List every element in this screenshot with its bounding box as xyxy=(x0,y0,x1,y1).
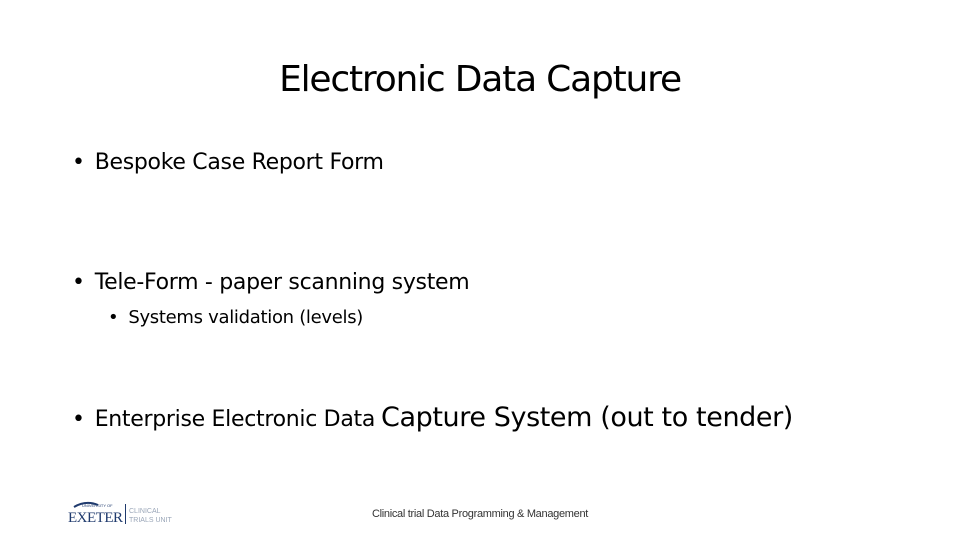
bullet-item-3 xyxy=(72,402,793,433)
bullet-icon: • xyxy=(72,270,85,295)
bullet-text: Systems validation (levels) xyxy=(128,307,364,328)
footer-text: Clinical trial Data Programming & Management xyxy=(371,508,589,520)
svg-text:EXETER: EXETER xyxy=(68,510,123,526)
svg-text:UNIVERSITY OF: UNIVERSITY OF xyxy=(82,503,113,508)
sub-bullet-item xyxy=(108,307,363,328)
bullet-icon: • xyxy=(72,150,85,175)
bullet-icon: • xyxy=(72,407,85,432)
bullet-text-large: Capture System (out to tender) xyxy=(381,402,793,433)
bullet-item-2 xyxy=(72,270,469,295)
bullet-text: Tele-Form - paper scanning system xyxy=(94,270,470,295)
svg-text:TRIALS UNIT: TRIALS UNIT xyxy=(129,517,172,524)
svg-text:CLINICAL: CLINICAL xyxy=(129,508,161,515)
bullet-text: Bespoke Case Report Form xyxy=(94,150,384,175)
slide-title: Electronic Data Capture xyxy=(279,59,681,100)
bullet-text-small: Enterprise Electronic Data xyxy=(94,407,376,432)
bullet-item-1 xyxy=(72,150,384,175)
bullet-icon: • xyxy=(108,307,119,328)
